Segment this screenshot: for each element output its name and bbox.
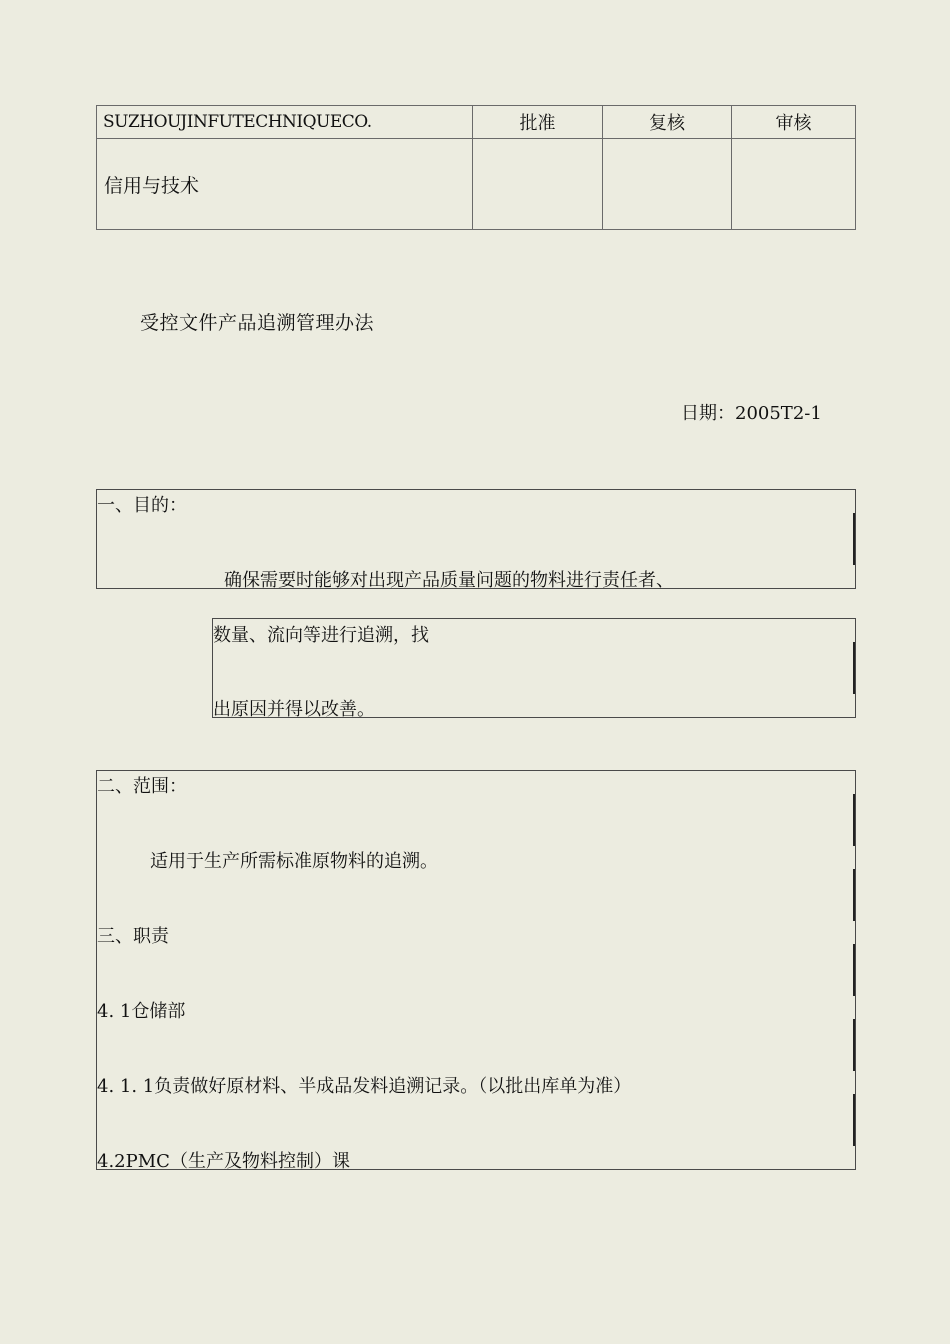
- review-signature-cell: [603, 139, 732, 230]
- box-edge-mark: [853, 1094, 855, 1146]
- box-edge-mark: [853, 642, 855, 694]
- scope-text: 适用于生产所需标准原物料的追溯。: [150, 851, 438, 872]
- review-label: 复核: [603, 106, 732, 139]
- document-title: 受控文件产品追溯管理办法: [140, 312, 375, 334]
- document-date: 日期：2005T2-1: [681, 403, 822, 424]
- scope-heading: 二、范围：: [97, 776, 187, 797]
- box-edge-mark: [853, 794, 855, 846]
- audit-label: 审核: [732, 106, 856, 139]
- scope-box: [96, 770, 856, 1170]
- box-edge-mark: [853, 944, 855, 996]
- approve-label: 批准: [473, 106, 603, 139]
- item-4-2: 4.2PMC（生产及物料控制）课: [97, 1151, 350, 1172]
- item-4-1: 4. 1仓储部: [97, 1001, 186, 1022]
- approve-signature-cell: [473, 139, 603, 230]
- purpose-text-1: 确保需要时能够对出现产品质量问题的物料进行责任者、: [224, 570, 674, 591]
- company-motto: 信用与技术: [97, 139, 473, 230]
- approval-table: [96, 105, 856, 230]
- box-edge-mark: [853, 869, 855, 921]
- purpose-text-2: 数量、流向等进行追溯，找: [213, 625, 429, 646]
- purpose-heading: 一、目的：: [97, 495, 187, 516]
- duty-heading: 三、职责: [97, 926, 169, 947]
- company-name: SUZHOUJINFUTECHNIQUECO.: [97, 106, 473, 139]
- purpose-text-3: 出原因并得以改善。: [213, 699, 375, 720]
- item-4-1-1: 4. 1. 1负责做好原材料、半成品发料追溯记录。（以批出库单为准）: [97, 1076, 632, 1097]
- box-edge-mark: [853, 1019, 855, 1071]
- audit-signature-cell: [732, 139, 856, 230]
- box-edge-mark: [853, 513, 855, 565]
